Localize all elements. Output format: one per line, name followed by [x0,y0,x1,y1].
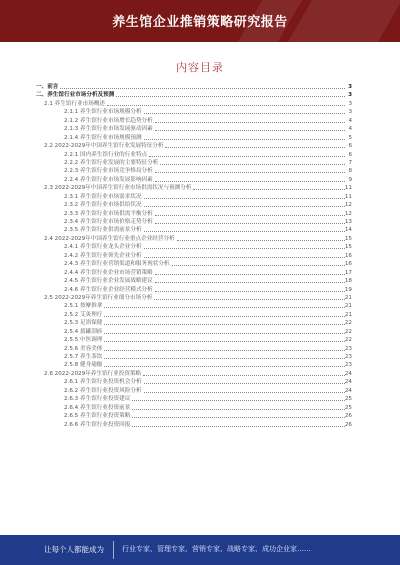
toc-leader-dots [144,226,345,232]
toc-leader-dots [155,277,345,283]
toc-entry-label: 2.5 2022-2029年养生馆行业细分市场分析 [44,294,153,301]
toc-entry-page-number: 24 [344,387,352,394]
toc-leader-dots [143,370,345,376]
toc-leader-dots [144,243,345,249]
toc-entry[interactable] [36,404,352,412]
toc-entry-label: 2.6.5 养生馆行业投资策略 [64,413,131,420]
toc-leader-dots [104,361,345,367]
toc-entry-label: 2.6.1 养生馆行业投资机会分析 [64,379,142,386]
toc-leader-dots [144,108,345,114]
toc-entry[interactable] [36,353,352,361]
toc-entry-label: 2.6.3 养生馆行业投资建议 [64,396,131,403]
toc-entry-label: 2.3.4 养生馆行业市场价格走势分析 [64,219,153,225]
toc-leader-dots [155,125,345,131]
toc-leader-dots [104,319,345,325]
toc-entry[interactable] [36,412,352,420]
toc-leader-dots [172,260,345,266]
toc-entry-page-number: 8 [348,168,352,175]
toc-leader-dots [107,100,345,106]
toc-entry[interactable] [36,151,352,159]
toc-entry[interactable] [36,218,352,226]
toc-leader-dots [155,167,345,173]
toc-entry-page-number: 19 [344,286,352,293]
toc-entry[interactable] [36,167,352,175]
toc-entry[interactable] [36,336,352,344]
toc-entry-page-number: 21 [344,303,352,310]
toc-leader-dots [144,134,345,140]
toc-entry-page-number: 24 [344,370,352,377]
toc-leader-dots [155,210,345,216]
toc-entry-page-number: 15 [344,244,352,251]
toc-entry[interactable] [36,235,352,243]
toc-entry-page-number: 7 [348,159,352,166]
toc-entry-page-number: 13 [344,219,352,225]
toc-entry-label: 2.2.3 养生馆行业市场竞争格局分析 [64,168,153,175]
toc-entry[interactable] [36,193,352,201]
toc-entry[interactable] [36,226,352,234]
toc-leader-dots [116,91,345,97]
toc-entry-label: 2.2.4 养生馆行业市场发展影响因素 [64,176,153,183]
toc-entry[interactable] [36,100,352,108]
toc-entry[interactable] [36,243,352,251]
toc-entry[interactable] [36,125,352,133]
toc-entry-page-number: 22 [344,320,352,327]
toc-entry-page-number: 21 [344,294,352,301]
toc-entry-page-number: 23 [344,345,352,352]
toc-entry-page-number: 4 [348,126,352,133]
toc-entry-label: 2.4.1 养生馆行业龙头企业分析 [64,244,142,251]
toc-leader-dots [104,302,345,308]
toc-entry-page-number: 18 [344,278,352,285]
toc-leader-dots [132,395,345,401]
toc-entry[interactable] [36,159,352,167]
toc-entry-page-number: 25 [344,396,352,403]
toc-entry-page-number: 25 [344,404,352,411]
toc-entry-page-number: 15 [344,235,352,242]
toc-leader-dots [104,311,345,317]
toc-entry[interactable] [36,311,352,319]
toc-entry-page-number: 3 [348,92,352,99]
toc-entry[interactable] [36,176,352,184]
toc-entry[interactable] [36,269,352,277]
toc-entry-page-number: 11 [344,185,352,192]
toc-entry-page-number: 16 [344,261,352,268]
toc-entry-label: 2.6 2022-2029年养生馆行业投资策略 [44,370,142,377]
toc-entry-label: 2.5.5 中医调理 [64,337,103,344]
report-header [0,0,400,42]
toc-entry[interactable] [36,210,352,218]
toc-entry-label: 2.5.2 艾灸理疗 [64,311,103,318]
toc-entry[interactable] [36,91,352,99]
toc-entry[interactable] [36,328,352,336]
toc-entry-label: 2.3.3 养生馆行业市场供需平衡分析 [64,210,153,217]
toc-entry-label: 2.5.7 养生茶饮 [64,354,103,360]
toc-entry[interactable] [36,134,352,142]
toc-entry-label: 2.1.1 养生馆行业市场规模分析 [64,109,142,116]
toc-entry-page-number: 22 [344,337,352,344]
toc-entry[interactable] [36,361,352,369]
toc-entry-page-number: 3 [348,109,352,116]
toc-entry-label: 2.4.2 养生馆行业领先企业分析 [64,252,142,259]
toc-leader-dots [104,353,345,359]
toc-leader-dots [132,412,345,418]
toc-entry[interactable] [36,201,352,209]
toc-entry-page-number: 16 [344,252,352,259]
toc-entry-label: 2.5.3 足浴保健 [64,320,103,327]
toc-entry-page-number: 26 [344,413,352,420]
footer-banner [0,535,400,565]
toc-leader-dots [144,378,345,384]
toc-entry-page-number: 11 [344,193,352,200]
toc-entry[interactable] [36,387,352,395]
toc-entry-page-number: 5 [348,134,352,141]
toc-leader-dots [149,151,345,157]
toc-entry-label: 2.4.5 养生馆行业企业发展战略建议 [64,278,153,285]
toc-leader-dots [60,83,345,89]
toc-entry[interactable] [36,302,352,310]
toc-entry-page-number: 3 [348,84,352,90]
report-title: 养生馆企业推销策略研究报告 [112,15,288,30]
toc-entry-page-number: 22 [344,328,352,335]
toc-leader-dots [155,286,345,292]
toc-entry-label: 2.6.6 养生馆行业投资回报 [64,421,131,428]
toc-leader-dots [144,193,345,199]
toc-entry-label: 2.4.4 养生馆行业企业市场营销策略 [64,269,153,276]
toc-entry-page-number: 24 [344,379,352,386]
toc-leader-dots [155,269,345,275]
toc-entry-label: 2.1 养生馆行业市场概述 [44,100,106,107]
toc-entry-page-number: 26 [344,421,352,428]
toc-entry-page-number: 9 [348,176,352,183]
toc-leader-dots [155,218,345,224]
footer-divider [113,541,114,559]
toc-entry[interactable] [36,378,352,386]
toc-entry-page-number: 21 [344,311,352,318]
toc-entry[interactable] [36,277,352,285]
toc-leader-dots [155,176,345,182]
toc-leader-dots [165,142,345,148]
toc-entry[interactable] [36,294,352,302]
toc-entry[interactable] [36,83,352,91]
toc-entry-label: 2.2.1 国内养生馆行业的行业特点 [64,151,148,158]
toc-entry[interactable] [36,286,352,294]
toc-entry[interactable] [36,260,352,268]
toc-entry-label: 2.3.5 养生馆行业供需前景分析 [64,227,142,234]
toc-leader-dots [104,345,345,351]
toc-entry-page-number: 12 [344,202,352,209]
toc-leader-dots [177,235,345,241]
toc-entry-page-number: 23 [344,354,352,360]
toc-entry-label: 2.2.2 养生馆行业发展的主要特征分析 [64,159,159,166]
toc-entry-page-number: 6 [348,143,352,150]
toc-entry[interactable] [36,395,352,403]
toc-entry[interactable] [36,319,352,327]
toc-entry-page-number: 14 [344,227,352,234]
toc-entry-page-number: 23 [344,362,352,369]
toc-entry-label: 二、养生馆行业市场分析及预测 [36,92,115,99]
toc-entry-page-number: 3 [348,100,352,107]
toc-leader-dots [132,404,345,410]
toc-entry[interactable] [36,184,352,192]
toc-entry-label: 2.1.4 养生馆行业市场规模预测 [64,134,142,141]
toc-leader-dots [144,387,345,393]
toc-entry-label: 2.2 2022-2029年中国养生馆行业发展特征分析 [44,143,164,150]
toc-leader-dots [193,184,345,190]
footer-slogan: 让每个人都能成为 [44,545,104,554]
toc-leader-dots [154,294,345,300]
toc-leader-dots [155,117,345,123]
toc-entry[interactable] [36,117,352,125]
toc-leader-dots [144,252,345,258]
toc-entry-label: 2.5.6 美容美体 [64,345,103,352]
toc-entry[interactable] [36,370,352,378]
toc-entry-label: 2.6.4 养生馆行业投资前景 [64,404,131,411]
toc-entry-page-number: 4 [348,117,352,124]
toc-entry-label: 2.5.1 按摩推拿 [64,303,103,310]
toc-entry-page-number: 6 [348,151,352,158]
toc-entry-label: 2.3.2 养生馆行业市场供给状况 [64,202,142,209]
toc-entry[interactable] [36,252,352,260]
toc-entry-label: 2.1.2 养生馆行业市场增长趋势分析 [64,117,153,124]
toc-entry-label: 2.4.3 养生馆行业营销渠道和服务现状分析 [64,261,170,268]
toc-entry[interactable] [36,421,352,429]
toc-entry-label: 2.3 2022-2029年中国养生馆行业市场供需状况与预测分析 [44,185,192,192]
toc-entry-page-number: 12 [344,210,352,217]
toc-entry[interactable] [36,108,352,116]
toc-leader-dots [160,159,345,165]
toc-entry[interactable] [36,142,352,150]
toc-entry-page-number: 17 [344,269,352,276]
toc-entry-label: 一、前言 [36,84,59,90]
toc-leader-dots [104,336,345,342]
toc-entry-label: 2.1.3 养生馆行业市场发展驱动因素 [64,126,153,133]
footer-roles: 行业专家、管理专家、营销专家、战略专家、成功企业家…… [122,545,311,553]
toc-entry-label: 2.5.8 健身瑜伽 [64,362,103,369]
toc-entry-label: 2.5.4 拔罐刮痧 [64,328,103,335]
toc-heading: 内容目录 [176,61,224,74]
toc-leader-dots [104,328,345,334]
toc-entry-label: 2.4.6 养生馆行业企业经营模式分析 [64,286,153,293]
toc-entry-label: 2.3.1 养生馆行业市场需求状况 [64,193,142,200]
table-of-contents [36,83,352,429]
toc-entry-label: 2.4 2022-2029年中国养生馆行业重点企业经营分析 [44,235,175,242]
toc-leader-dots [144,201,345,207]
toc-entry[interactable] [36,345,352,353]
toc-leader-dots [132,421,345,427]
toc-entry-label: 2.6.2 养生馆行业投资风险分析 [64,387,142,394]
